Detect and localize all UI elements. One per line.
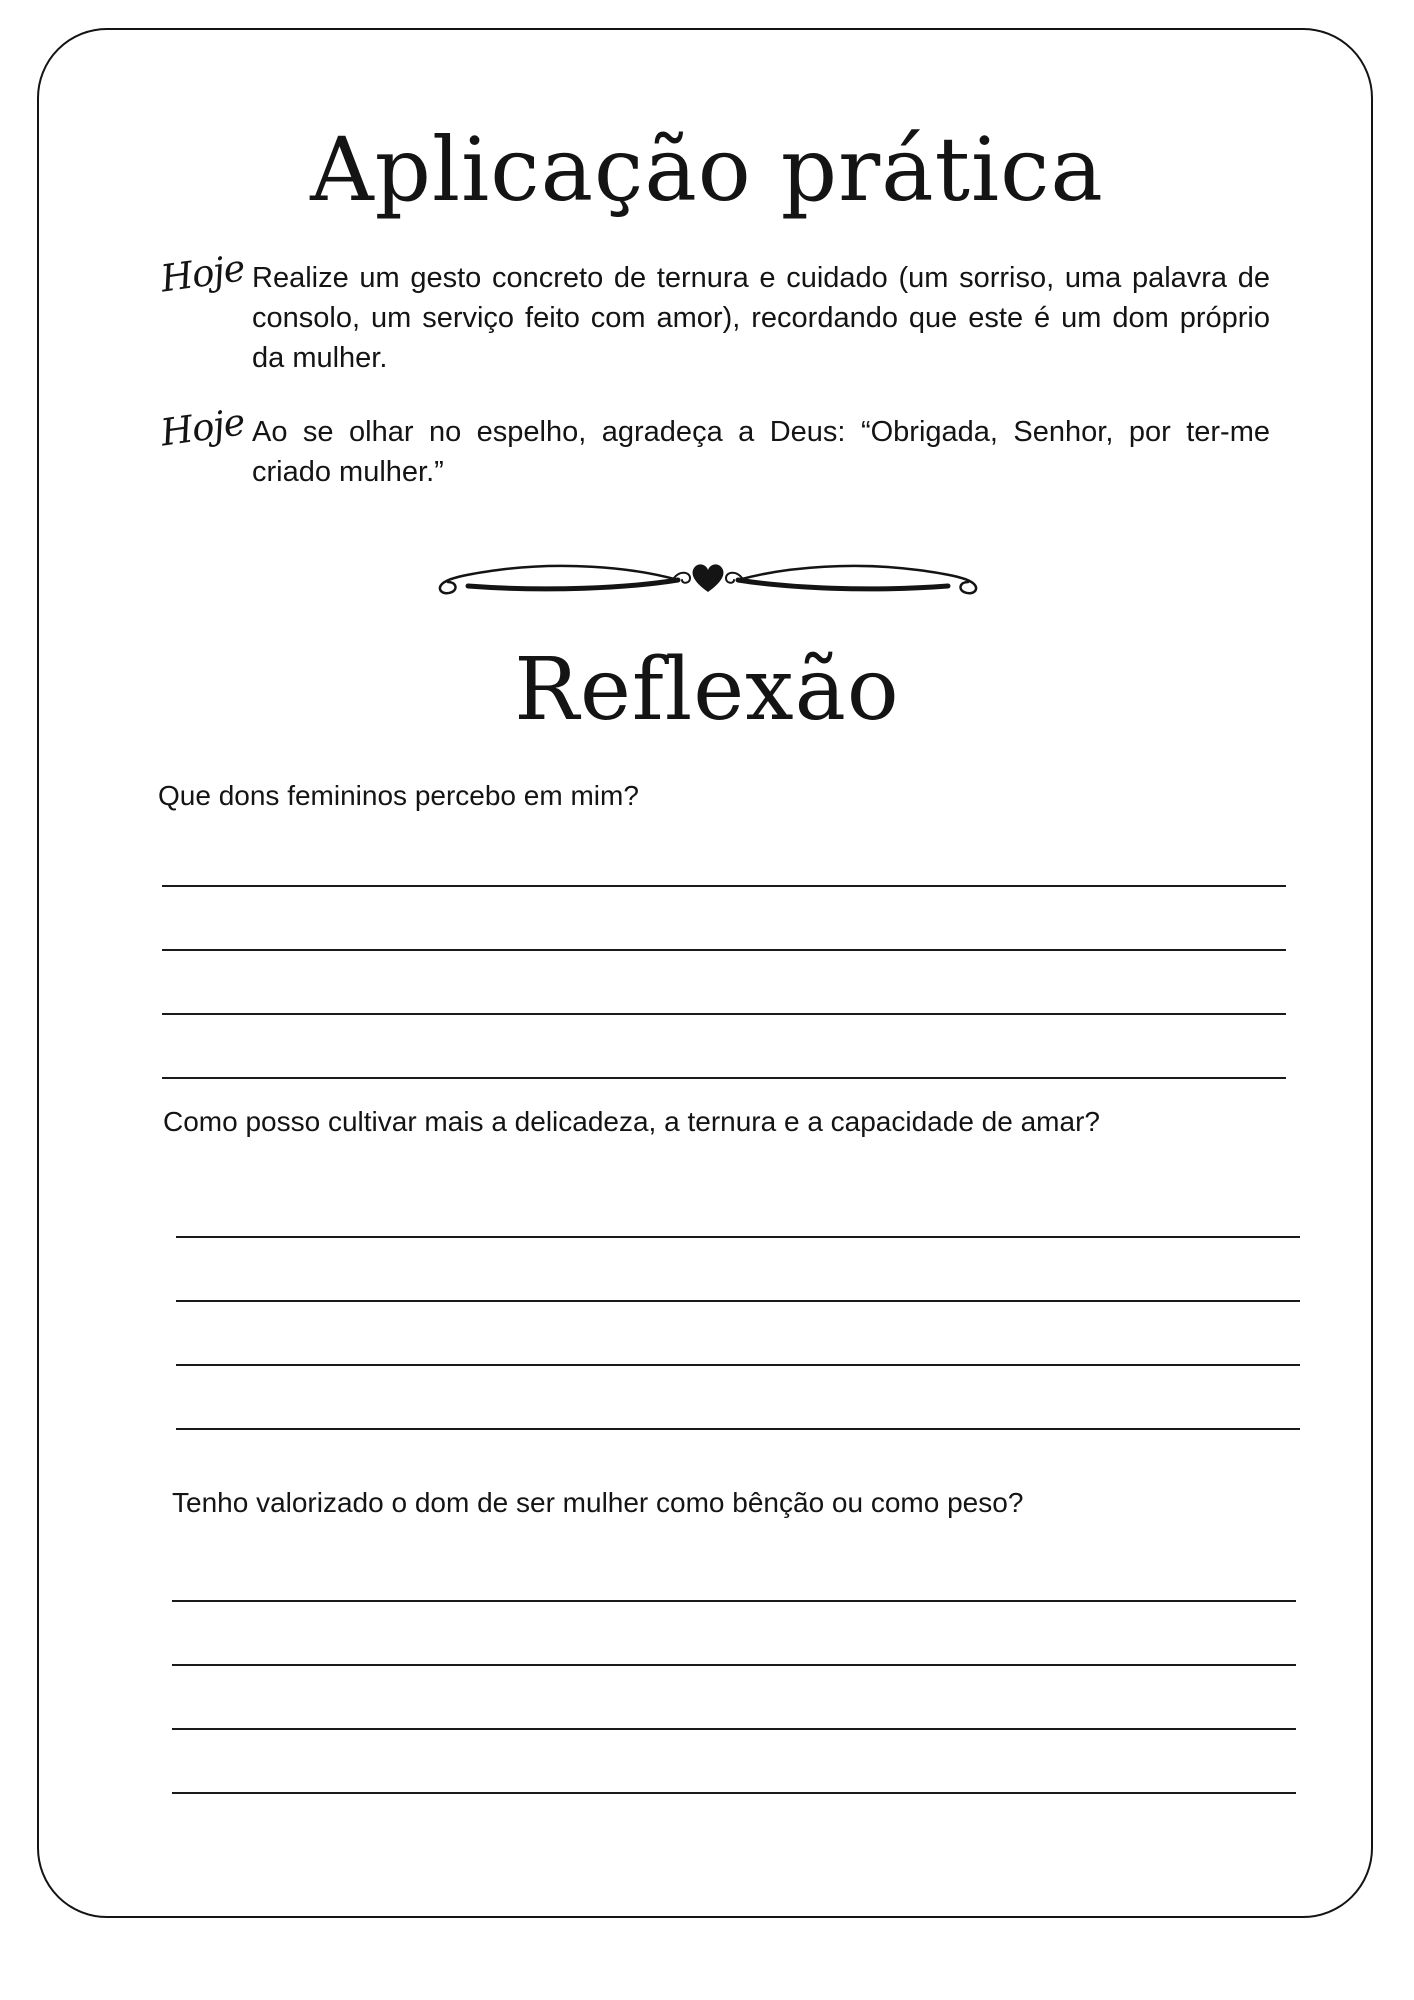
answer-line[interactable] [172,1728,1296,1730]
section-title-reflexao: Reflexão [514,640,900,740]
hoje-script-label: Hoje [158,246,248,301]
answer-line[interactable] [176,1300,1300,1302]
answer-line[interactable] [162,885,1286,887]
answer-line[interactable] [162,1077,1286,1079]
heart-flourish-divider-icon [428,556,988,602]
hoje-item-text: Ao se olhar no espelho, agradeça a Deus: “Obrigada, Senhor, por ter-me criado mulher.” [252,416,1270,488]
hoje-script-label: Hoje [158,400,248,455]
answer-line[interactable] [162,949,1286,951]
answer-line[interactable] [172,1600,1296,1602]
page-title-aplicacao: Aplicação prática [310,118,1104,221]
answer-line[interactable] [172,1792,1296,1794]
hoje-item-text: Realize um gesto concreto de ternura e cuidado (um sorriso, uma palavra de consolo, um serviço feito com amor), recordando que este é um dom próprio da mulher. [252,262,1270,374]
answer-line[interactable] [176,1236,1300,1238]
answer-line[interactable] [172,1664,1296,1666]
answer-line[interactable] [162,1013,1286,1015]
answer-line[interactable] [176,1428,1300,1430]
reflection-question: Tenho valorizado o dom de ser mulher como bênção ou como peso? [172,1487,1024,1518]
answer-line[interactable] [176,1364,1300,1366]
reflection-question: Que dons femininos percebo em mim? [158,780,639,811]
reflection-question: Como posso cultivar mais a delicadeza, a ternura e a capacidade de amar? [163,1106,1100,1137]
